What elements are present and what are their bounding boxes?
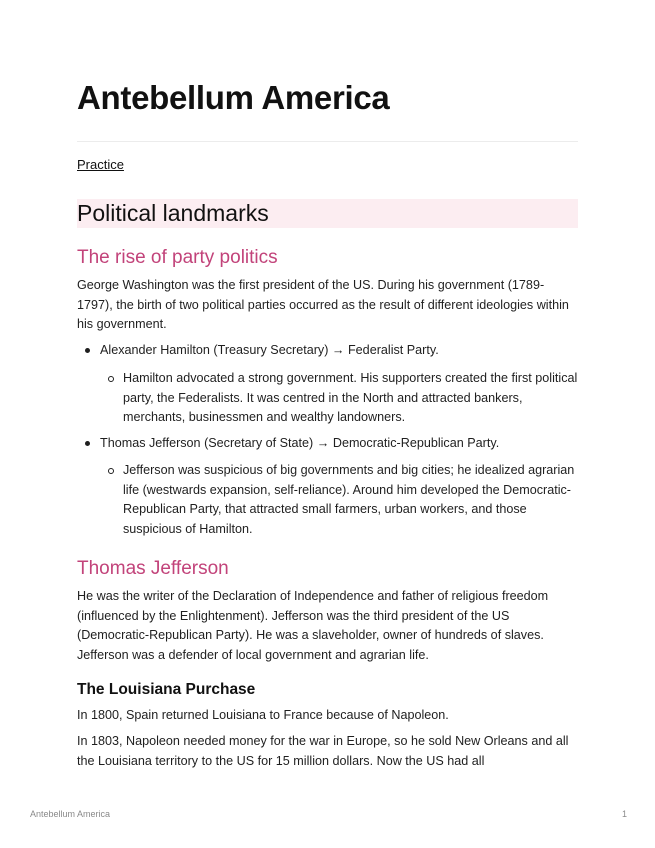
bullet-circle <box>108 376 114 382</box>
list-item <box>100 434 578 454</box>
party-politics-intro: George Washington was the first president of the US. During his government (1789-1797), the birth of two political parties occurred as the result of different ideologies within his government. <box>77 278 569 331</box>
bullet-text: Alexander Hamilton (Treasury Secretary) → Federalist Party. <box>100 343 439 357</box>
louisiana-paragraph-2: In 1803, Napoleon needed money for the war in Europe, so he sold New Orleans and all the Louisiana territory to the US for 15 million dollars. Now the US had all <box>77 734 569 768</box>
list-item <box>123 461 578 539</box>
title-divider <box>77 141 578 142</box>
louisiana-paragraph-1: In 1800, Spain returned Louisiana to France because of Napoleon. <box>77 708 449 722</box>
list-item <box>123 369 578 428</box>
bullet-text: Jefferson was suspicious of big governments and big cities; he idealized agrarian life (westwards expansion, self-reliance). Around him developed the Democratic-Republican Party, that attracted small farmers, urban workers, and those suspicious of Hamilton. <box>123 463 575 536</box>
footer-document-name: Antebellum America <box>30 809 111 819</box>
footer-page-number: 1 <box>621 809 627 819</box>
practice-link[interactable]: Practice <box>77 157 124 172</box>
subheading-louisiana-purchase: The Louisiana Purchase <box>77 681 256 698</box>
bullet-text: Thomas Jefferson (Secretary of State) → Democratic-Republican Party. <box>100 436 500 450</box>
bullet-dot <box>85 441 90 446</box>
subheading-thomas-jefferson: Thomas Jefferson <box>77 558 229 579</box>
bullet-text: Hamilton advocated a strong government. His supporters created the first political party, the Federalists. It was centred in the North and attracted bankers, merchants, businessmen and wealthy landowners. <box>123 371 578 424</box>
list-item <box>100 341 578 361</box>
subheading-party-politics: The rise of party politics <box>77 247 278 268</box>
document-title: Antebellum America <box>77 79 390 116</box>
jefferson-body: He was the writer of the Declaration of Independence and father of religious freedom (influenced by the Enlightenment). Jefferson was the third president of the US (Democratic-Republican Party). He was a slaveholder, owner of hundreds of slaves. Jefferson was a defender of local government and agrarian life. <box>77 589 549 662</box>
section-heading-political-landmarks: Political landmarks <box>77 200 269 226</box>
bullet-circle <box>108 468 114 474</box>
bullet-dot <box>85 348 90 353</box>
